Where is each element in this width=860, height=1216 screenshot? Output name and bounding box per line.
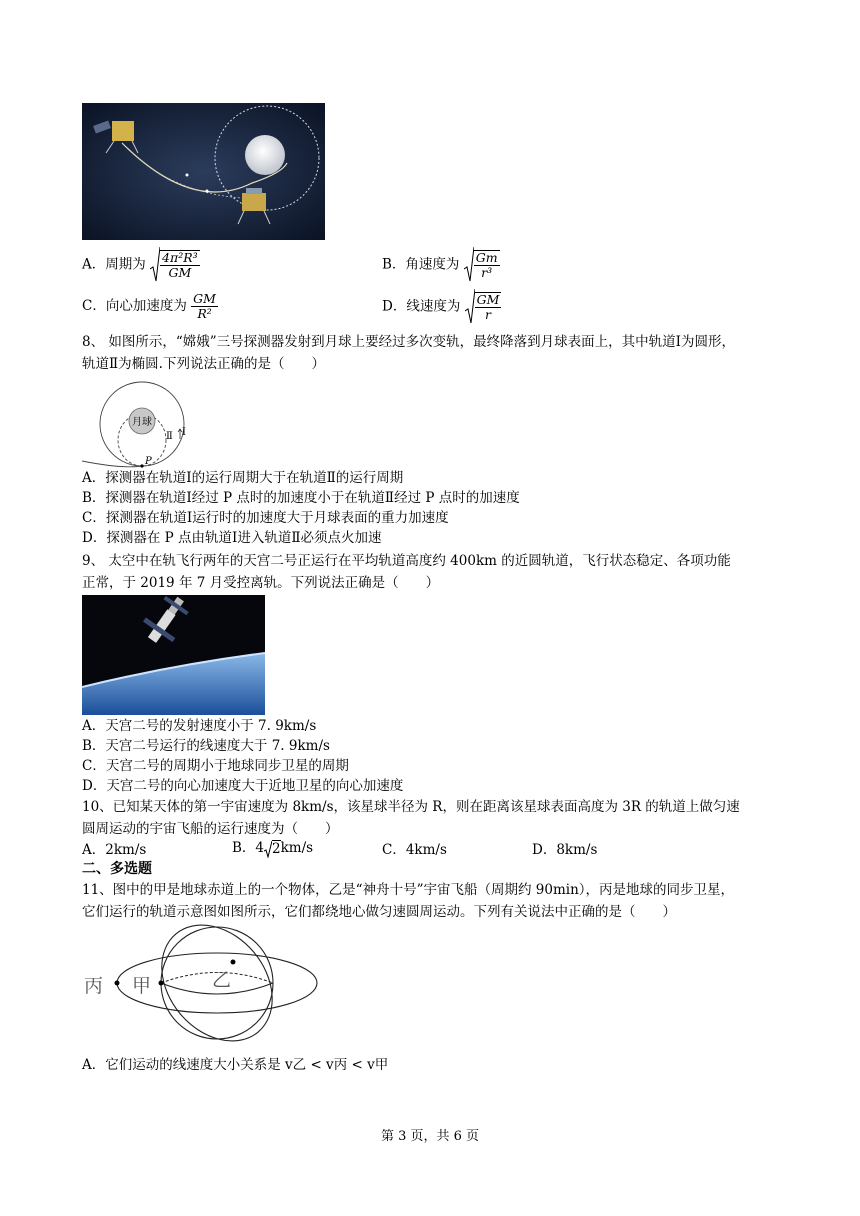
q11-stem-line2: 它们运行的轨道示意图如图所示，它们都绕地心做匀速圆周运动。下列有关说法中正确的是（ ） bbox=[82, 904, 676, 920]
q10-option-b-prefix: B．4 bbox=[232, 840, 265, 856]
point-p-label: P bbox=[145, 456, 152, 467]
label-bing: 丙 bbox=[84, 975, 104, 997]
q8-option-b: B．探测器在轨道Ⅰ经过 P 点时的加速度小于在轨道Ⅱ经过 P 点时的加速度 bbox=[82, 490, 520, 506]
q7-option-a-label: A．周期为 bbox=[82, 256, 146, 273]
fraction-denominator: R² bbox=[197, 306, 212, 321]
q10-option-a: A．2km/s bbox=[82, 842, 147, 858]
q11-stem-line1: 11、图中的甲是地球赤道上的一个物体，乙是“神舟十号”宇宙飞船（周期约 90min），丙是地球的同步卫星， bbox=[82, 882, 735, 898]
q10-option-b bbox=[232, 836, 313, 858]
q9-option-d: D．天宫二号的向心加速度大于近地卫星的向心加速度 bbox=[82, 778, 404, 794]
sqrt-sign bbox=[264, 840, 272, 858]
radicand: 2 bbox=[272, 841, 281, 857]
q11-option-a: A．它们运动的线速度大小关系是 v乙 < v丙 < v甲 bbox=[82, 1057, 389, 1073]
sqrt-sign bbox=[464, 247, 474, 283]
fraction-denominator: r bbox=[485, 307, 492, 322]
fraction-numerator: GM bbox=[193, 291, 216, 306]
q9-options bbox=[82, 716, 802, 796]
q8-option-d: D．探测器在 P 点由轨道Ⅰ进入轨道Ⅱ必须点火加速 bbox=[82, 530, 382, 546]
radicand bbox=[160, 250, 200, 280]
q8-stem bbox=[82, 331, 802, 375]
q8-orbit-figure bbox=[82, 379, 197, 471]
q7-option-b-label: B．角速度为 bbox=[382, 256, 460, 273]
q9-stem-line2: 正常，于 2019 年 7 月受控离轨。下列说法正确是（ ） bbox=[82, 575, 440, 591]
q7-option-c-label: C．向心加速度为 bbox=[82, 298, 187, 314]
fraction-denominator: r³ bbox=[481, 265, 493, 280]
q7-option-b bbox=[382, 247, 500, 283]
q11-orbit-figure bbox=[82, 920, 322, 1050]
label-jia: 甲 bbox=[132, 975, 152, 997]
q8-stem-line1: 8、 如图所示，“嫦娥”三号探测器发射到月球上要经过多次变轨，最终降落到月球表面上，其中轨道Ⅰ为圆形， bbox=[82, 334, 736, 350]
sqrt-sign bbox=[465, 289, 475, 325]
q8-stem-line2: 轨道Ⅱ为椭圆.下列说法正确的是（ ） bbox=[82, 356, 325, 372]
q9-option-a: A．天宫二号的发射速度小于 7. 9km/s bbox=[82, 718, 317, 734]
yi-dot bbox=[231, 960, 236, 965]
q9-stem-line1: 9、 太空中在轨飞行两年的天宫二号正运行在平均轨道高度约 400km 的近圆轨道，飞行状态稳定、各项功能 bbox=[82, 553, 731, 569]
section-heading: 二、多选题 bbox=[82, 861, 152, 877]
q7-option-a bbox=[82, 247, 200, 283]
q8-option-a: A．探测器在轨道Ⅰ的运行周期大于在轨道Ⅱ的运行周期 bbox=[82, 470, 404, 486]
q9-option-c: C．天宫二号的周期小于地球同步卫星的周期 bbox=[82, 758, 349, 774]
q10-option-b-suffix: km/s bbox=[280, 840, 314, 856]
fraction-denominator: GM bbox=[168, 265, 192, 280]
fraction-numerator: 4π²R³ bbox=[162, 250, 198, 265]
q10-stem-line1: 10、已知某天体的第一宇宙速度为 8km/s，该星球半径为 R，则在距离该星球表面高度为 3R 的轨道上做匀速 bbox=[82, 799, 740, 815]
fraction-numerator: Gm bbox=[475, 250, 498, 265]
q7-option-d bbox=[382, 289, 501, 325]
q8-options bbox=[82, 468, 802, 548]
q11-stem bbox=[82, 879, 802, 923]
moon-label: 月球 bbox=[132, 417, 152, 428]
label-yi: 乙 bbox=[212, 969, 232, 991]
sqrt-sign bbox=[150, 247, 160, 283]
q9-stem bbox=[82, 550, 802, 594]
q10-option-d: D．8km/s bbox=[532, 842, 598, 858]
radicand bbox=[475, 292, 502, 322]
page-footer: 第 3 页，共 6 页 bbox=[380, 1129, 480, 1144]
q9-option-b: B．天宫二号运行的线速度大于 7. 9km/s bbox=[82, 738, 330, 754]
radicand bbox=[474, 250, 500, 280]
change-spacecraft-image bbox=[82, 103, 325, 240]
fraction-numerator: GM bbox=[476, 292, 500, 307]
jia-dot bbox=[159, 981, 164, 986]
orbit-2-label: Ⅱ bbox=[166, 431, 173, 442]
q7-option-c bbox=[82, 292, 218, 321]
tiangong-image bbox=[82, 595, 265, 715]
q10-stem-line2: 圆周运动的宇宙飞船的运行速度为（ ） bbox=[82, 821, 339, 837]
bing-dot bbox=[115, 981, 120, 986]
q8-option-c: C．探测器在轨道Ⅰ运行时的加速度大于月球表面的重力加速度 bbox=[82, 510, 449, 526]
q10-stem bbox=[82, 796, 802, 840]
q7-option-d-label: D．线速度为 bbox=[382, 298, 461, 315]
orbit-1-label: Ⅰ bbox=[182, 427, 186, 438]
q10-option-c: C．4km/s bbox=[382, 842, 447, 858]
